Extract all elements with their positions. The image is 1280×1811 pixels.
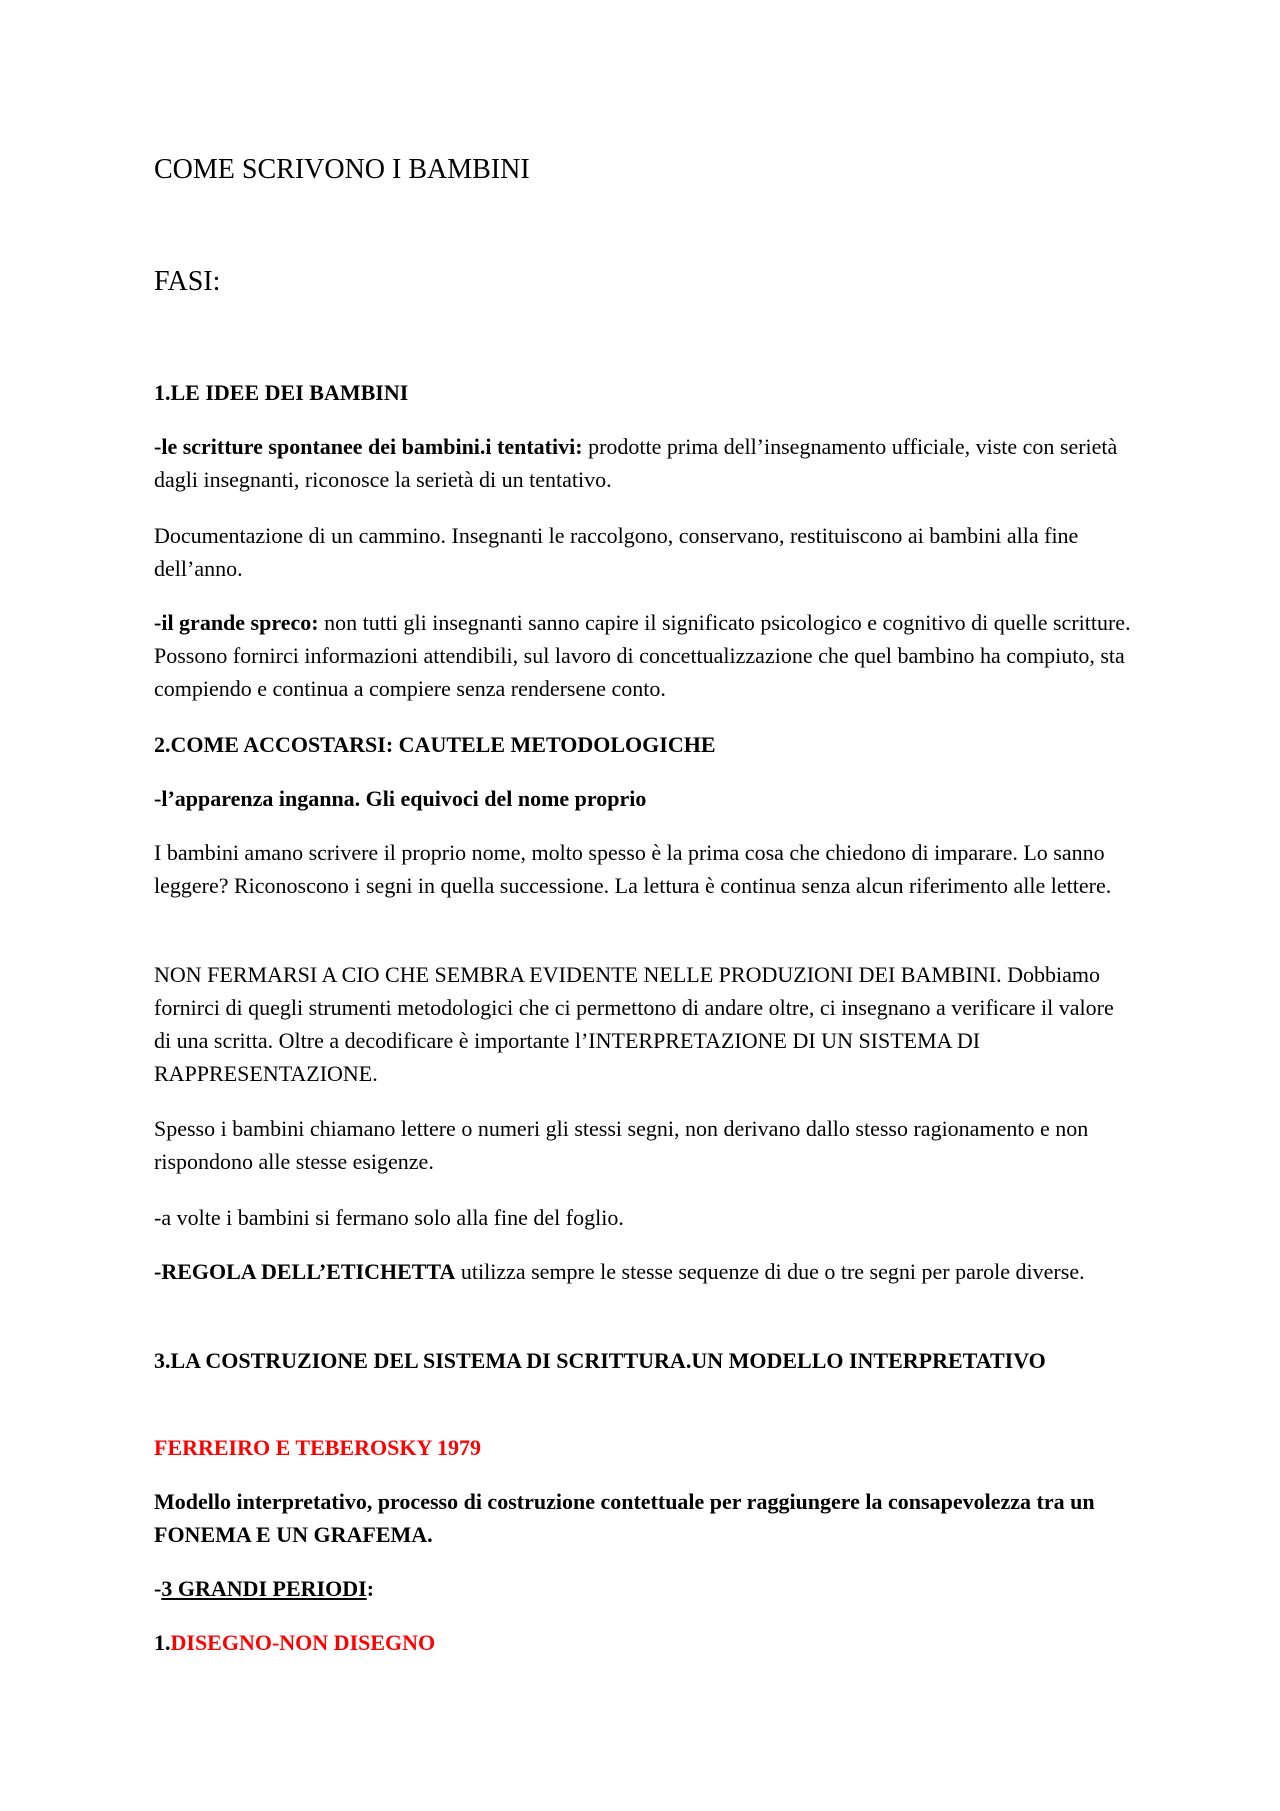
section-3-phase-1 bbox=[154, 1626, 1134, 1659]
paragraph-lead: -il grande spreco: bbox=[154, 610, 319, 635]
section-2-heading: 2.COME ACCOSTARSI: CAUTELE METODOLOGICHE bbox=[154, 732, 716, 757]
paragraph-lead: -REGOLA DELL’ETICHETTA bbox=[154, 1259, 456, 1284]
periods-colon: : bbox=[366, 1576, 375, 1601]
section-3-model: Modello interpretativo, processo di costruzione contettuale per raggiungere la consapevolezza tra un FONEMA E UN GRAFEMA. bbox=[154, 1489, 1095, 1547]
periods-prefix: - bbox=[154, 1576, 162, 1601]
section-1-paragraph-2: Documentazione di un cammino. Insegnanti le raccolgono, conservano, restituiscono ai bambini alla fine dell’anno. bbox=[154, 523, 1079, 581]
section-3-heading: 3.LA COSTRUZIONE DEL SISTEMA DI SCRITTURA.UN MODELLO INTERPRETATIVO bbox=[154, 1348, 1046, 1373]
paragraph-body: non tutti gli insegnanti sanno capire il significato psicologico e cognitivo di quelle scritture. Possono fornirci informazioni attendibili, sul lavoro di concettualizzazione che quel bambino ha compiuto, sta compiendo e continua a compiere senza rendersene conto. bbox=[154, 610, 1131, 701]
section-3-authors: FERREIRO E TEBEROSKY 1979 bbox=[154, 1435, 482, 1460]
phase-label: DISEGNO-NON DISEGNO bbox=[170, 1630, 436, 1655]
section-2-subheading: -l’apparenza inganna. Gli equivoci del nome proprio bbox=[154, 786, 647, 811]
section-2-paragraph-1: I bambini amano scrivere il proprio nome, molto spesso è la prima cosa che chiedono di imparare. Lo sanno leggere? Riconoscono i segni in quella successione. La lettura è continua senza alcun riferimento alle lettere. bbox=[154, 840, 1112, 898]
document-title: COME SCRIVONO I BAMBINI bbox=[154, 154, 530, 185]
section-2-paragraph-2: NON FERMARSI A CIO CHE SEMBRA EVIDENTE NELLE PRODUZIONI DEI BAMBINI. Dobbiamo fornirci di quegli strumenti metodologici che ci permettono di andare oltre, ci insegnano a verificare il valore di una scritta. Oltre a decodificare è importante l’INTERPRETAZIONE DI UN SISTEMA DI RAPPRESENTAZIONE. bbox=[154, 962, 1114, 1086]
phase-number: 1. bbox=[154, 1630, 171, 1655]
periods-label: 3 GRANDI PERIODI bbox=[161, 1576, 367, 1601]
section-1-paragraph-1 bbox=[154, 430, 1134, 496]
section-2-paragraph-5 bbox=[154, 1255, 1134, 1288]
paragraph-lead: -le scritture spontanee dei bambini.i tentativi: bbox=[154, 434, 583, 459]
paragraph-body: prodotte prima dell’insegnamento ufficiale, viste con serietà dagli insegnanti, riconosce la serietà di un tentativo. bbox=[154, 434, 1118, 492]
section-2-paragraph-3: Spesso i bambini chiamano lettere o numeri gli stessi segni, non derivano dallo stesso ragionamento e non rispondono alle stesse esigenze. bbox=[154, 1116, 1089, 1174]
section-2-paragraph-4: -a volte i bambini si fermano solo alla fine del foglio. bbox=[154, 1205, 624, 1230]
document-subtitle: FASI: bbox=[154, 266, 221, 297]
section-1-heading: 1.LE IDEE DEI BAMBINI bbox=[154, 380, 409, 405]
section-1-paragraph-3 bbox=[154, 606, 1134, 705]
paragraph-body: utilizza sempre le stesse sequenze di due o tre segni per parole diverse. bbox=[455, 1259, 1085, 1284]
section-3-periods bbox=[154, 1572, 1134, 1605]
